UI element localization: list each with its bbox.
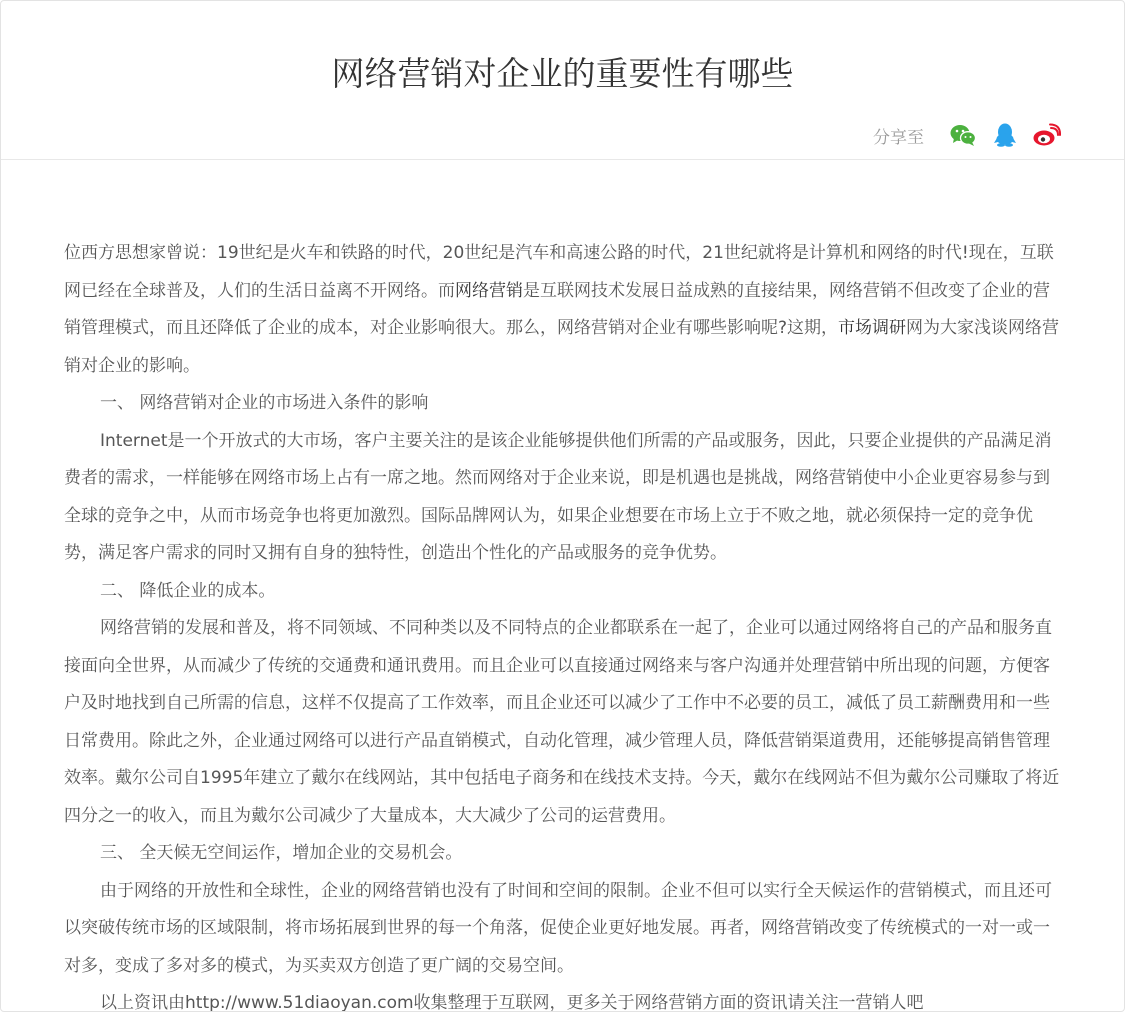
link-network-marketing[interactable]: 网络营销 bbox=[455, 280, 523, 301]
section-heading-3: 三、 全天候无空间运作，增加企业的交易机会。 bbox=[100, 843, 463, 863]
section-heading-2: 二、 降低企业的成本。 bbox=[100, 580, 276, 601]
article-body bbox=[64, 235, 1062, 1012]
qq-icon[interactable] bbox=[990, 120, 1020, 150]
paragraph-1: Internet是一个开放式的大市场，客户主要关注的是该企业能够提供他们所需的产品或服务，因此，只要企业提供的产品满足消费者的需求，一样能够在网络市场上占有一席之地。然而网络对于企业来说，即是机遇也是挑战，网络营销使中小企业更容易参与到全球的竞争之中，从而市场竞争也将更加激烈。国际品牌网认为，如果企业想要在市场上立于不败之地，就必须保持一定的竞争优势，满足客户需求的同时又拥有自身的独特性，创造出个性化的产品或服务的竞争优势。 bbox=[64, 430, 1052, 563]
wechat-icon[interactable] bbox=[948, 120, 978, 150]
article-header bbox=[1, 1, 1124, 160]
paragraph-3: 由于网络的开放性和全球性，企业的网络营销也没有了时间和空间的限制。企业不但可以实行全天候运作的营销模式，而且还可以突破传统市场的区域限制，将市场拓展到世界的每一个角落，促使企业更好地发展。再者，网络营销改变了传统模式的一对一或一对多，变成了多对多的模式，为买卖双方创造了更广阔的交易空间。 bbox=[64, 880, 1052, 976]
share-bar bbox=[873, 119, 1062, 151]
link-market-research[interactable]: 市场调研 bbox=[838, 318, 907, 338]
weibo-icon[interactable] bbox=[1032, 120, 1062, 150]
paragraph-2: 网络营销的发展和普及，将不同领域、不同种类以及不同特点的企业都联系在一起了，企业可以通过网络将自己的产品和服务直接面向全世界，从而减少了传统的交通费和通讯费用。而且企业可以直接通过网络来与客户沟通并处理营销中所出现的问题，方便客户及时地找到自己所需的信息，这样不仅提高了工作效率，而且企业还可以减少了工作中不必要的员工，减低了员工薪酬费用和一些日常费用。除此之外，企业通过网络可以进行产品直销模式，自动化管理，减少管理人员，降低营销渠道费用，还能够提高销售管理效率。戴尔公司自1995年建立了戴尔在线网站，其中包括电子商务和在线技术支持。今天，戴尔在线网站不但为戴尔公司赚取了将近四分之一的收入，而且为戴尔公司减少了大量成本，大大减少了公司的运营费用。 bbox=[64, 618, 1060, 826]
share-label: 分享至 bbox=[873, 127, 924, 148]
section-heading-1: 一、 网络营销对企业的市场进入条件的影响 bbox=[100, 393, 429, 413]
paragraph-source: 以上资讯由http://www.51diaoyan.com收集整理于互联网，更多关于网络营销方面的资讯请关注一营销人吧 bbox=[100, 993, 924, 1012]
article-title: 网络营销对企业的重要性有哪些 bbox=[331, 54, 794, 93]
paragraph-intro: 位西方思想家曾说：19世纪是火车和铁路的时代，20世纪是汽车和高速公路的时代，21世纪就将是计算机和网络的时代!现在，互联网已经在全球普及，人们的生活日益离不开网络。而网络营销是互联网技术发展日益成熟的直接结果，网络营销不但改变了企业的营销管理模式，而且还降低了企业的成本，对企业影响很大。那么，网络营销对企业有哪些影响呢?这期，市场调研网为大家浅谈网络营销对企业的影响。 bbox=[64, 243, 1060, 376]
